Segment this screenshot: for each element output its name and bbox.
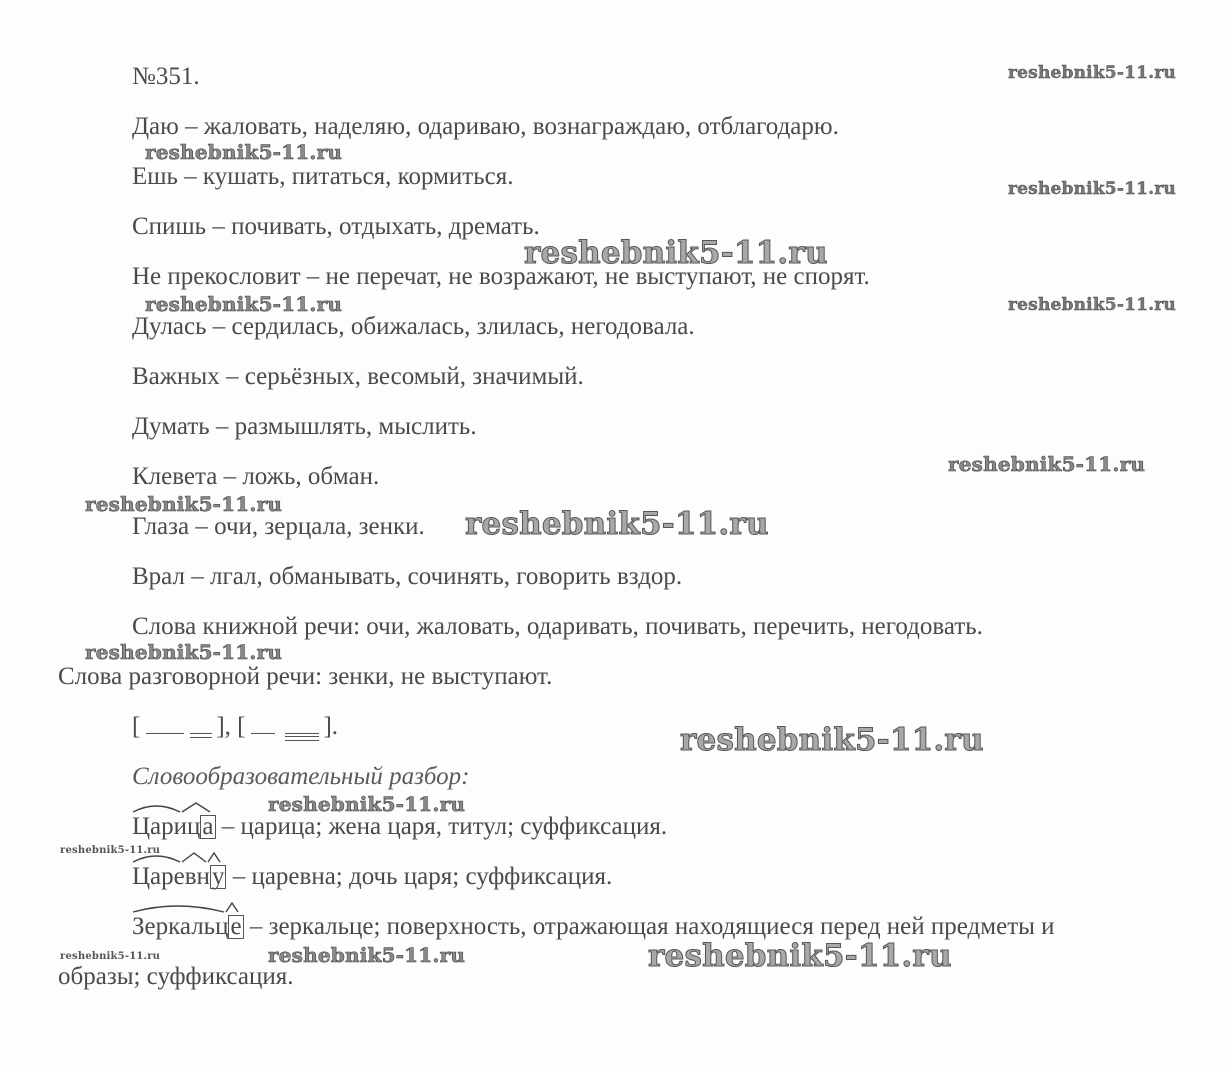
word-stem: Царевн bbox=[132, 863, 210, 890]
analysis-title: Словообразовательный разбор: bbox=[132, 763, 470, 790]
watermark: reshebnik5-11.ru bbox=[268, 943, 466, 967]
word-description: – царица; жена царя, титул; суффиксация. bbox=[215, 813, 668, 840]
scheme-bracket: ], bbox=[216, 713, 231, 740]
predicate-underline bbox=[190, 717, 212, 734]
text-line: Важных – серьёзных, весомый, значимый. bbox=[132, 363, 584, 390]
watermark: reshebnik5-11.ru bbox=[60, 951, 161, 962]
word-analysis bbox=[132, 862, 612, 892]
watermark: reshebnik5-11.ru bbox=[145, 292, 343, 316]
text-line: Думать – размышлять, мыслить. bbox=[132, 413, 477, 440]
word-description: – зеркальце; поверхность, отражающая находящиеся перед ней предметы и bbox=[243, 913, 1055, 940]
scheme-bracket: [ bbox=[237, 713, 246, 740]
word-description: – царевна; дочь царя; суффиксация. bbox=[226, 863, 613, 890]
text-line: Даю – жаловать, наделяю, одариваю, вознаграждаю, отблагодарю. bbox=[132, 113, 839, 140]
text-line: Не прекословит – не перечат, не возражают, не выступают, не спорят. bbox=[132, 263, 870, 290]
text-line: образы; суффиксация. bbox=[58, 963, 294, 990]
text-line: Спишь – почивать, отдыхать, дремать. bbox=[132, 213, 540, 240]
text-line: Слова разговорной речи: зенки, не выступают. bbox=[58, 663, 553, 690]
watermark: reshebnik5-11.ru bbox=[524, 235, 828, 271]
word-ending: а bbox=[202, 813, 214, 840]
word-ending: е bbox=[230, 913, 242, 940]
watermark: reshebnik5-11.ru bbox=[465, 506, 769, 542]
watermark: reshebnik5-11.ru bbox=[1008, 179, 1176, 199]
word-stem: Цариц bbox=[132, 813, 201, 840]
watermark: reshebnik5-11.ru bbox=[1008, 295, 1176, 315]
watermark: reshebnik5-11.ru bbox=[680, 722, 984, 758]
watermark: reshebnik5-11.ru bbox=[648, 938, 952, 974]
text-line: Врал – лгал, обманывать, сочинять, говорить вздор. bbox=[132, 563, 683, 590]
watermark: reshebnik5-11.ru bbox=[85, 640, 283, 664]
sentence-scheme bbox=[132, 712, 338, 742]
subject-underline bbox=[146, 719, 184, 734]
watermark: reshebnik5-11.ru bbox=[60, 845, 161, 856]
text-line: Ешь – кушать, питаться, кормиться. bbox=[132, 163, 514, 190]
word-ending: у bbox=[211, 863, 225, 890]
text-line: Глаза – очи, зерцала, зенки. bbox=[132, 513, 425, 540]
word-stem: Зеркальц bbox=[132, 913, 229, 940]
text-line: Дулась – сердилась, обижалась, злилась, негодовала. bbox=[132, 313, 695, 340]
watermark: reshebnik5-11.ru bbox=[268, 792, 466, 816]
exercise-number: №351. bbox=[132, 63, 200, 90]
subject-underline bbox=[251, 719, 275, 734]
word-analysis bbox=[132, 812, 667, 842]
text-line: Слова книжной речи: очи, жаловать, одаривать, почивать, перечить, негодовать. bbox=[132, 613, 983, 640]
predicate-underline bbox=[285, 720, 319, 734]
watermark: reshebnik5-11.ru bbox=[1008, 63, 1176, 83]
scheme-bracket: ]. bbox=[323, 713, 339, 740]
watermark: reshebnik5-11.ru bbox=[948, 452, 1146, 476]
watermark: reshebnik5-11.ru bbox=[145, 140, 343, 164]
watermark: reshebnik5-11.ru bbox=[85, 492, 283, 516]
scheme-bracket: [ bbox=[132, 713, 141, 740]
text-line: Клевета – ложь, обман. bbox=[132, 463, 380, 490]
